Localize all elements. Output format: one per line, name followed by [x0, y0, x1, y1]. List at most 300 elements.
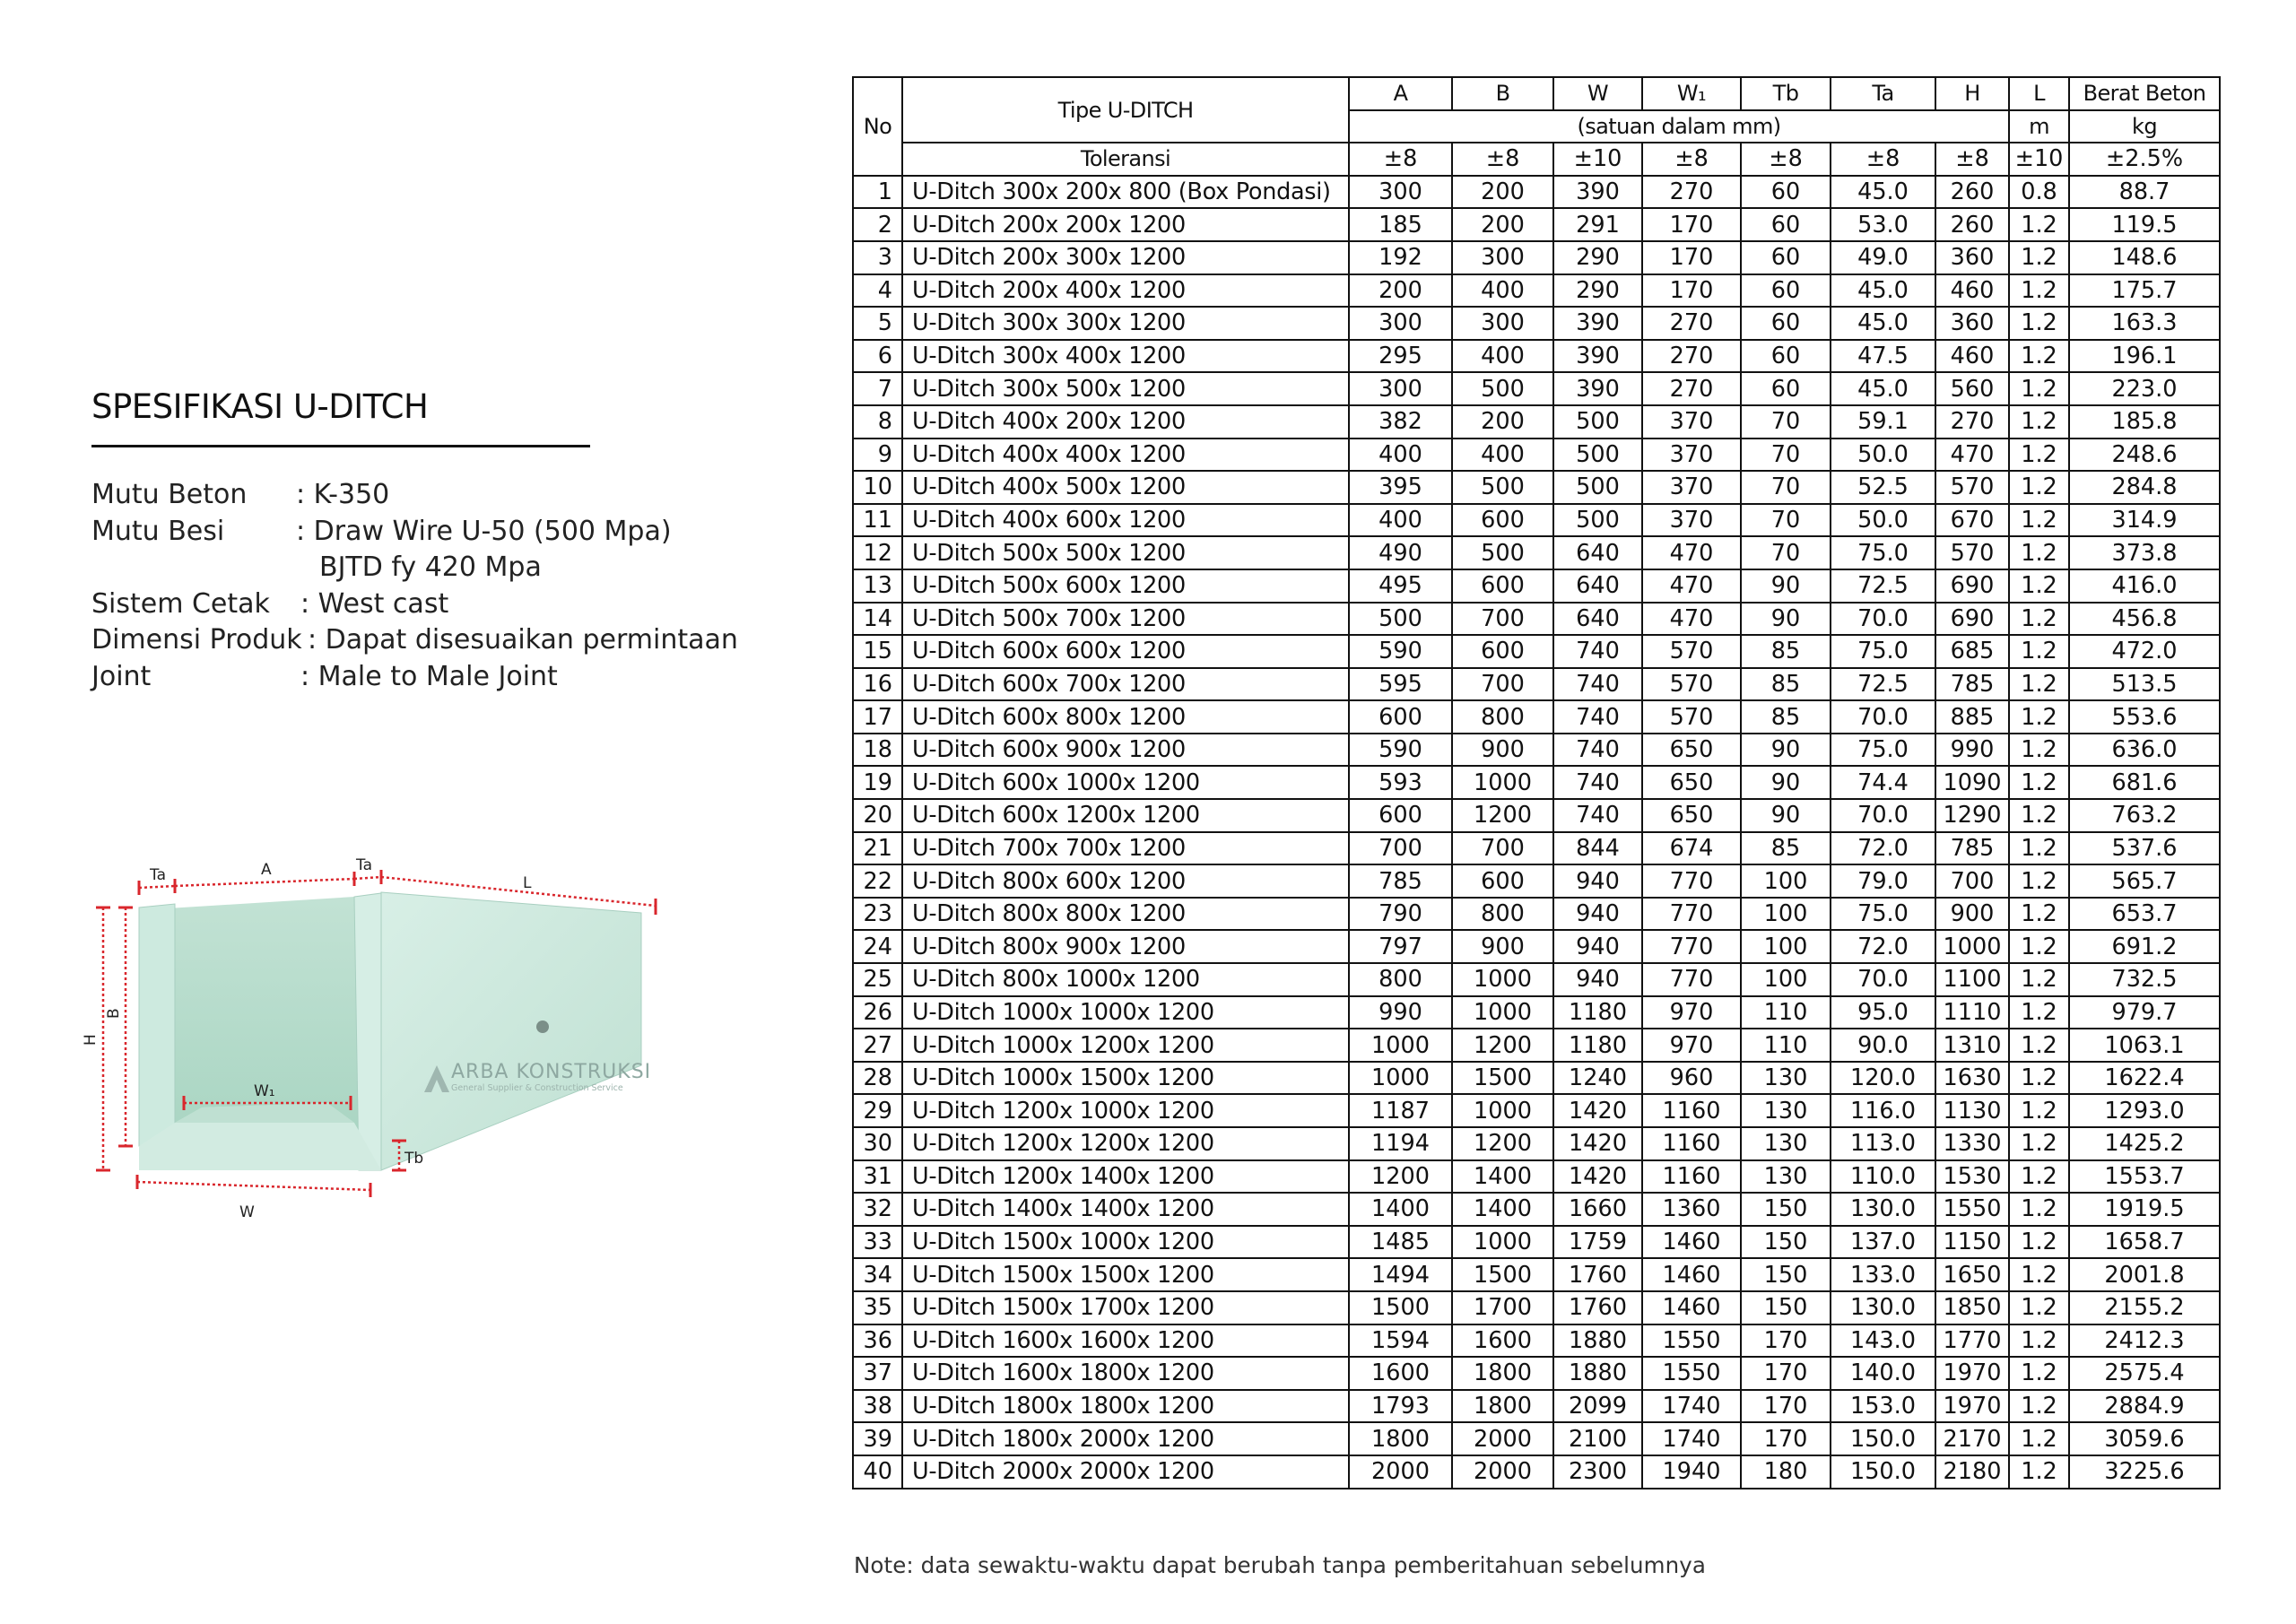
cell-tb: 85 — [1741, 635, 1831, 668]
table-row — [853, 799, 2220, 832]
cell-ta: 70.0 — [1831, 700, 1935, 734]
row-no: 19 — [853, 766, 902, 799]
row-type: U-Ditch 400x 500x 1200 — [902, 471, 1349, 504]
cell-a: 590 — [1349, 734, 1452, 767]
cell-tb: 110 — [1741, 996, 1831, 1029]
cell-h: 360 — [1935, 307, 2009, 340]
cell-weight: 2412.3 — [2069, 1324, 2220, 1358]
cell-h: 785 — [1935, 668, 2009, 701]
cell-weight: 565.7 — [2069, 864, 2220, 898]
label-l: L — [523, 874, 532, 892]
u-ditch-diagram — [82, 856, 677, 1238]
cell-w: 740 — [1553, 700, 1642, 734]
cell-weight: 2575.4 — [2069, 1357, 2220, 1390]
row-no: 36 — [853, 1324, 902, 1358]
cell-weight: 119.5 — [2069, 208, 2220, 241]
spec-label: Mutu Besi — [91, 515, 225, 547]
cell-ta: 49.0 — [1831, 241, 1935, 274]
row-type: U-Ditch 1200x 1200x 1200 — [902, 1127, 1349, 1160]
cell-b: 1000 — [1452, 1094, 1553, 1127]
cell-w: 2300 — [1553, 1455, 1642, 1489]
row-type: U-Ditch 1800x 2000x 1200 — [902, 1422, 1349, 1455]
cell-l: 1.2 — [2009, 340, 2069, 373]
cell-tb: 85 — [1741, 668, 1831, 701]
row-type: U-Ditch 600x 900x 1200 — [902, 734, 1349, 767]
cell-ta: 72.5 — [1831, 569, 1935, 603]
cell-a: 395 — [1349, 471, 1452, 504]
row-no: 5 — [853, 307, 902, 340]
row-no: 31 — [853, 1160, 902, 1194]
cell-b: 700 — [1452, 832, 1553, 865]
cell-h: 470 — [1935, 439, 2009, 472]
cell-b: 700 — [1452, 603, 1553, 636]
cell-w1: 1550 — [1642, 1357, 1741, 1390]
cell-w: 640 — [1553, 569, 1642, 603]
row-no: 10 — [853, 471, 902, 504]
tolerance-label: Toleransi — [902, 143, 1349, 176]
cell-a: 700 — [1349, 832, 1452, 865]
cell-tb: 60 — [1741, 307, 1831, 340]
cell-l: 1.2 — [2009, 766, 2069, 799]
cell-b: 1000 — [1452, 766, 1553, 799]
row-type: U-Ditch 300x 200x 800 (Box Pondasi) — [902, 176, 1349, 209]
cell-ta: 45.0 — [1831, 176, 1935, 209]
row-no: 2 — [853, 208, 902, 241]
cell-ta: 47.5 — [1831, 340, 1935, 373]
row-no: 35 — [853, 1291, 902, 1324]
cell-h: 1000 — [1935, 930, 2009, 963]
cell-a: 382 — [1349, 405, 1452, 439]
cell-h: 690 — [1935, 603, 2009, 636]
tolerance-cell: ±10 — [2009, 143, 2069, 176]
cell-b: 1000 — [1452, 963, 1553, 996]
row-type: U-Ditch 500x 700x 1200 — [902, 603, 1349, 636]
row-no: 34 — [853, 1258, 902, 1291]
table-row — [853, 307, 2220, 340]
cell-w1: 270 — [1642, 340, 1741, 373]
cell-h: 1850 — [1935, 1291, 2009, 1324]
cell-w: 1660 — [1553, 1193, 1642, 1226]
table-row — [853, 930, 2220, 963]
col-tb: Tb — [1741, 77, 1831, 110]
cell-tb: 60 — [1741, 340, 1831, 373]
row-type: U-Ditch 2000x 2000x 1200 — [902, 1455, 1349, 1489]
row-type: U-Ditch 1000x 1000x 1200 — [902, 996, 1349, 1029]
cell-a: 300 — [1349, 176, 1452, 209]
table-row — [853, 504, 2220, 537]
cell-w: 940 — [1553, 963, 1642, 996]
cell-a: 797 — [1349, 930, 1452, 963]
cell-h: 1150 — [1935, 1226, 2009, 1259]
row-type: U-Ditch 1400x 1400x 1200 — [902, 1193, 1349, 1226]
table-row — [853, 405, 2220, 439]
table-row — [853, 668, 2220, 701]
cell-ta: 113.0 — [1831, 1127, 1935, 1160]
cell-h: 1100 — [1935, 963, 2009, 996]
table-row — [853, 1291, 2220, 1324]
row-type: U-Ditch 1500x 1700x 1200 — [902, 1291, 1349, 1324]
cell-ta: 53.0 — [1831, 208, 1935, 241]
row-no: 39 — [853, 1422, 902, 1455]
unit-l: m — [2009, 110, 2069, 143]
tolerance-cell: ±8 — [1831, 143, 1935, 176]
row-type: U-Ditch 400x 200x 1200 — [902, 405, 1349, 439]
cell-w: 290 — [1553, 241, 1642, 274]
cell-h: 560 — [1935, 372, 2009, 405]
cell-l: 1.2 — [2009, 1094, 2069, 1127]
cell-w1: 270 — [1642, 307, 1741, 340]
table-row — [853, 734, 2220, 767]
spec-label: Joint — [91, 660, 152, 692]
cell-a: 300 — [1349, 372, 1452, 405]
cell-ta: 72.0 — [1831, 832, 1935, 865]
row-type: U-Ditch 400x 600x 1200 — [902, 504, 1349, 537]
table-row — [853, 241, 2220, 274]
row-no: 37 — [853, 1357, 902, 1390]
cell-weight: 3225.6 — [2069, 1455, 2220, 1489]
table-row — [853, 1094, 2220, 1127]
table-row — [853, 1193, 2220, 1226]
cell-l: 1.2 — [2009, 569, 2069, 603]
table-row — [853, 996, 2220, 1029]
cell-w1: 570 — [1642, 700, 1741, 734]
row-no: 38 — [853, 1390, 902, 1423]
table-row — [853, 274, 2220, 308]
cell-w: 740 — [1553, 668, 1642, 701]
cell-h: 1630 — [1935, 1062, 2009, 1095]
cell-weight: 1293.0 — [2069, 1094, 2220, 1127]
col-weight: Berat Beton — [2069, 77, 2220, 110]
cell-l: 1.2 — [2009, 734, 2069, 767]
row-no: 13 — [853, 569, 902, 603]
cell-ta: 153.0 — [1831, 1390, 1935, 1423]
cell-ta: 75.0 — [1831, 734, 1935, 767]
cell-l: 1.2 — [2009, 274, 2069, 308]
row-type: U-Ditch 1500x 1500x 1200 — [902, 1258, 1349, 1291]
cell-h: 685 — [1935, 635, 2009, 668]
table-row — [853, 176, 2220, 209]
watermark-title: ARBA KONSTRUKSI — [451, 1061, 652, 1083]
cell-w: 1420 — [1553, 1160, 1642, 1194]
cell-w: 640 — [1553, 603, 1642, 636]
cell-a: 600 — [1349, 799, 1452, 832]
cell-l: 1.2 — [2009, 1160, 2069, 1194]
cell-a: 1594 — [1349, 1324, 1452, 1358]
tolerance-row — [853, 143, 2220, 176]
cell-b: 2000 — [1452, 1455, 1553, 1489]
cell-l: 1.2 — [2009, 603, 2069, 636]
cell-b: 1600 — [1452, 1324, 1553, 1358]
spec-table — [852, 76, 2221, 1489]
table-row — [853, 963, 2220, 996]
cell-w: 500 — [1553, 439, 1642, 472]
row-type: U-Ditch 800x 800x 1200 — [902, 898, 1349, 931]
label-w1: W₁ — [254, 1082, 275, 1100]
cell-w: 740 — [1553, 635, 1642, 668]
cell-w1: 650 — [1642, 734, 1741, 767]
cell-b: 600 — [1452, 504, 1553, 537]
cell-ta: 70.0 — [1831, 799, 1935, 832]
table-row — [853, 1357, 2220, 1390]
cell-w: 1240 — [1553, 1062, 1642, 1095]
tolerance-cell: ±2.5% — [2069, 143, 2220, 176]
spec-label: Sistem Cetak — [91, 587, 270, 620]
right-wall — [381, 892, 641, 1170]
cell-ta: 140.0 — [1831, 1357, 1935, 1390]
unit-weight: kg — [2069, 110, 2220, 143]
cell-tb: 100 — [1741, 864, 1831, 898]
cell-tb: 100 — [1741, 898, 1831, 931]
cell-w: 390 — [1553, 340, 1642, 373]
row-type: U-Ditch 300x 500x 1200 — [902, 372, 1349, 405]
cell-l: 1.2 — [2009, 439, 2069, 472]
cell-a: 593 — [1349, 766, 1452, 799]
cell-w1: 270 — [1642, 372, 1741, 405]
cell-ta: 130.0 — [1831, 1193, 1935, 1226]
tolerance-cell: ±10 — [1553, 143, 1642, 176]
cell-w1: 1160 — [1642, 1094, 1741, 1127]
left-wall — [139, 904, 175, 1146]
table-row — [853, 1062, 2220, 1095]
cell-w1: 650 — [1642, 766, 1741, 799]
cell-w1: 1460 — [1642, 1258, 1741, 1291]
cell-w1: 470 — [1642, 603, 1741, 636]
spec-label: Mutu Beton — [91, 479, 248, 510]
spec-value: : Draw Wire U-50 (500 Mpa) — [296, 515, 672, 547]
cell-a: 1485 — [1349, 1226, 1452, 1259]
cell-w1: 470 — [1642, 569, 1741, 603]
cell-h: 900 — [1935, 898, 2009, 931]
cell-weight: 636.0 — [2069, 734, 2220, 767]
tolerance-cell: ±8 — [1741, 143, 1831, 176]
row-no: 7 — [853, 372, 902, 405]
col-ta: Ta — [1831, 77, 1935, 110]
cell-l: 1.2 — [2009, 1193, 2069, 1226]
cell-h: 1110 — [1935, 996, 2009, 1029]
cell-w1: 1160 — [1642, 1160, 1741, 1194]
cell-l: 1.2 — [2009, 635, 2069, 668]
cell-weight: 416.0 — [2069, 569, 2220, 603]
cell-w1: 770 — [1642, 963, 1741, 996]
cell-tb: 90 — [1741, 799, 1831, 832]
cell-a: 600 — [1349, 700, 1452, 734]
row-type: U-Ditch 300x 300x 1200 — [902, 307, 1349, 340]
cell-h: 700 — [1935, 864, 2009, 898]
cell-ta: 70.0 — [1831, 603, 1935, 636]
cell-b: 1400 — [1452, 1193, 1553, 1226]
cell-h: 260 — [1935, 208, 2009, 241]
cell-weight: 2155.2 — [2069, 1291, 2220, 1324]
cell-tb: 170 — [1741, 1324, 1831, 1358]
cell-l: 1.2 — [2009, 1357, 2069, 1390]
cell-tb: 70 — [1741, 405, 1831, 439]
cell-h: 990 — [1935, 734, 2009, 767]
cell-tb: 85 — [1741, 832, 1831, 865]
dim-a-line — [175, 879, 354, 886]
label-ta-left: Ta — [150, 866, 166, 884]
cell-w1: 674 — [1642, 832, 1741, 865]
row-no: 14 — [853, 603, 902, 636]
cell-b: 1700 — [1452, 1291, 1553, 1324]
row-no: 24 — [853, 930, 902, 963]
cell-a: 200 — [1349, 274, 1452, 308]
cell-l: 1.2 — [2009, 1324, 2069, 1358]
cell-weight: 185.8 — [2069, 405, 2220, 439]
cell-b: 2000 — [1452, 1422, 1553, 1455]
cell-w: 740 — [1553, 734, 1642, 767]
cell-tb: 100 — [1741, 963, 1831, 996]
cell-l: 1.2 — [2009, 536, 2069, 569]
cell-ta: 75.0 — [1831, 898, 1935, 931]
cell-l: 1.2 — [2009, 996, 2069, 1029]
row-no: 17 — [853, 700, 902, 734]
cell-w: 500 — [1553, 471, 1642, 504]
row-type: U-Ditch 800x 900x 1200 — [902, 930, 1349, 963]
cell-w1: 1460 — [1642, 1291, 1741, 1324]
table-row — [853, 635, 2220, 668]
row-type: U-Ditch 1200x 1400x 1200 — [902, 1160, 1349, 1194]
cell-weight: 284.8 — [2069, 471, 2220, 504]
cell-ta: 50.0 — [1831, 504, 1935, 537]
cell-ta: 130.0 — [1831, 1291, 1935, 1324]
cell-tb: 60 — [1741, 372, 1831, 405]
table-row — [853, 536, 2220, 569]
label-tb: Tb — [404, 1150, 424, 1168]
cell-l: 1.2 — [2009, 471, 2069, 504]
table-row — [853, 569, 2220, 603]
cell-a: 1400 — [1349, 1193, 1452, 1226]
cell-l: 1.2 — [2009, 504, 2069, 537]
row-no: 27 — [853, 1029, 902, 1062]
cell-b: 900 — [1452, 734, 1553, 767]
cell-l: 1.2 — [2009, 1455, 2069, 1489]
cell-h: 670 — [1935, 504, 2009, 537]
cell-a: 1494 — [1349, 1258, 1452, 1291]
label-b: B — [105, 1008, 123, 1019]
cell-tb: 60 — [1741, 241, 1831, 274]
table-row — [853, 1324, 2220, 1358]
col-type: Tipe U-DITCH — [902, 77, 1349, 143]
row-type: U-Ditch 1800x 1800x 1200 — [902, 1390, 1349, 1423]
cell-a: 1200 — [1349, 1160, 1452, 1194]
table-row — [853, 766, 2220, 799]
cell-ta: 59.1 — [1831, 405, 1935, 439]
cell-b: 1500 — [1452, 1062, 1553, 1095]
cell-w1: 370 — [1642, 405, 1741, 439]
col-b: B — [1452, 77, 1553, 110]
cell-w1: 1550 — [1642, 1324, 1741, 1358]
cell-l: 1.2 — [2009, 963, 2069, 996]
row-type: U-Ditch 800x 1000x 1200 — [902, 963, 1349, 996]
cell-w: 1180 — [1553, 1029, 1642, 1062]
cell-a: 595 — [1349, 668, 1452, 701]
row-no: 22 — [853, 864, 902, 898]
cell-l: 1.2 — [2009, 799, 2069, 832]
cell-tb: 60 — [1741, 274, 1831, 308]
watermark-logo — [424, 1061, 651, 1093]
footnote: Note: data sewaktu-waktu dapat berubah tanpa pemberitahuan sebelumnya — [854, 1552, 1706, 1578]
cell-w: 740 — [1553, 766, 1642, 799]
row-no: 26 — [853, 996, 902, 1029]
row-no: 8 — [853, 405, 902, 439]
cell-a: 990 — [1349, 996, 1452, 1029]
cell-h: 1550 — [1935, 1193, 2009, 1226]
cell-b: 600 — [1452, 569, 1553, 603]
cell-tb: 90 — [1741, 734, 1831, 767]
cell-b: 1200 — [1452, 1029, 1553, 1062]
cell-h: 570 — [1935, 471, 2009, 504]
cell-w1: 370 — [1642, 471, 1741, 504]
cell-ta: 90.0 — [1831, 1029, 1935, 1062]
cell-weight: 1622.4 — [2069, 1062, 2220, 1095]
cell-h: 1330 — [1935, 1127, 2009, 1160]
row-no: 9 — [853, 439, 902, 472]
right-wall-face — [354, 893, 381, 1170]
cell-l: 1.2 — [2009, 1127, 2069, 1160]
cell-w: 2099 — [1553, 1390, 1642, 1423]
cell-a: 800 — [1349, 963, 1452, 996]
cell-w1: 270 — [1642, 176, 1741, 209]
cell-a: 1194 — [1349, 1127, 1452, 1160]
table-row — [853, 471, 2220, 504]
row-type: U-Ditch 700x 700x 1200 — [902, 832, 1349, 865]
cell-tb: 60 — [1741, 176, 1831, 209]
cell-w1: 470 — [1642, 536, 1741, 569]
table-row — [853, 700, 2220, 734]
row-type: U-Ditch 600x 700x 1200 — [902, 668, 1349, 701]
cell-ta: 75.0 — [1831, 536, 1935, 569]
cell-b: 1400 — [1452, 1160, 1553, 1194]
cell-b: 300 — [1452, 241, 1553, 274]
cell-b: 500 — [1452, 372, 1553, 405]
row-type: U-Ditch 200x 300x 1200 — [902, 241, 1349, 274]
cell-w1: 770 — [1642, 898, 1741, 931]
cell-w1: 570 — [1642, 635, 1741, 668]
table-row — [853, 439, 2220, 472]
cell-a: 2000 — [1349, 1455, 1452, 1489]
cell-l: 1.2 — [2009, 1226, 2069, 1259]
cell-weight: 2001.8 — [2069, 1258, 2220, 1291]
cell-weight: 732.5 — [2069, 963, 2220, 996]
row-no: 29 — [853, 1094, 902, 1127]
cell-weight: 456.8 — [2069, 603, 2220, 636]
table-row — [853, 1258, 2220, 1291]
cell-a: 500 — [1349, 603, 1452, 636]
cell-h: 1310 — [1935, 1029, 2009, 1062]
cell-tb: 130 — [1741, 1062, 1831, 1095]
cell-b: 400 — [1452, 274, 1553, 308]
row-type: U-Ditch 1500x 1000x 1200 — [902, 1226, 1349, 1259]
cell-w: 1180 — [1553, 996, 1642, 1029]
row-type: U-Ditch 200x 400x 1200 — [902, 274, 1349, 308]
cell-w: 1760 — [1553, 1291, 1642, 1324]
cell-b: 1200 — [1452, 1127, 1553, 1160]
label-a: A — [261, 861, 272, 879]
cell-w1: 1940 — [1642, 1455, 1741, 1489]
cell-w: 390 — [1553, 372, 1642, 405]
dim-w-line — [137, 1182, 370, 1190]
spec-value: : Male to Male Joint — [300, 660, 558, 692]
cell-ta: 72.5 — [1831, 668, 1935, 701]
cell-w: 291 — [1553, 208, 1642, 241]
row-no: 33 — [853, 1226, 902, 1259]
cell-weight: 373.8 — [2069, 536, 2220, 569]
cell-tb: 110 — [1741, 1029, 1831, 1062]
cell-a: 1793 — [1349, 1390, 1452, 1423]
cell-b: 300 — [1452, 307, 1553, 340]
cell-weight: 163.3 — [2069, 307, 2220, 340]
cell-ta: 95.0 — [1831, 996, 1935, 1029]
